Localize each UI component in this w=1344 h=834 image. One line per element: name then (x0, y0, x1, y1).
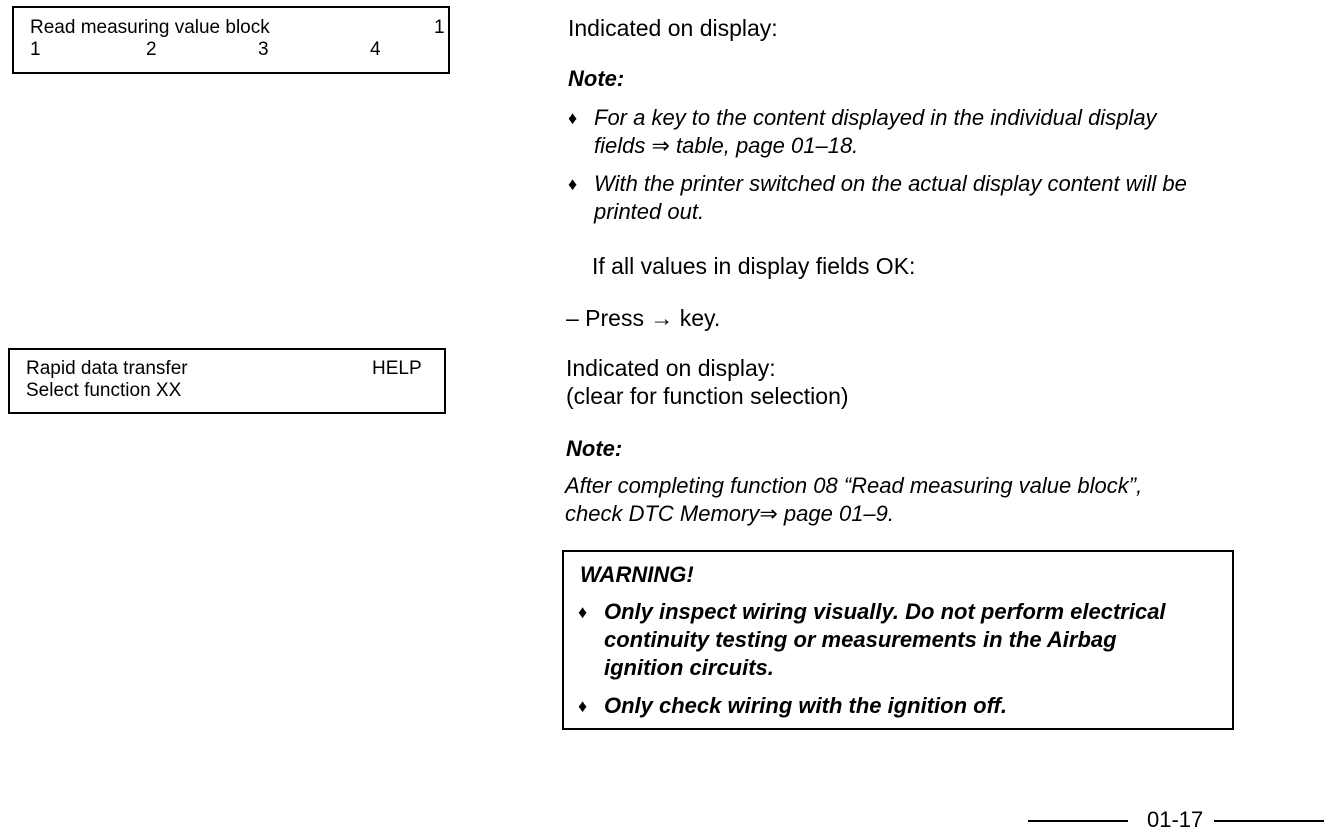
bullet-text-line: printed out. (594, 199, 705, 224)
press-key-step: – Press → key. (566, 305, 721, 331)
display-field-2: 2 (146, 39, 157, 60)
display-field-4: 4 (370, 39, 381, 60)
note-bullet-1 (568, 104, 1258, 160)
warning-title: WARNING! (580, 562, 694, 587)
display-title: Rapid data transfer (26, 358, 188, 379)
bullet-text-line: fields ⇒ table, page 01–18. (594, 133, 859, 158)
diamond-bullet-icon: ♦ (568, 174, 578, 194)
indicated-on-display-2: Indicated on display: (566, 355, 776, 381)
diamond-bullet-icon: ♦ (578, 696, 588, 716)
display-group-number: 1 (434, 17, 445, 38)
footer-rule-right (1214, 820, 1324, 822)
if-all-values-ok: If all values in display fields OK: (592, 253, 916, 279)
indicated-on-display-1: Indicated on display: (568, 15, 778, 41)
warning-text-line: ignition circuits. (604, 655, 774, 680)
note-text-line-1: After completing function 08 “Read measuring value block”, (565, 473, 1143, 498)
warning-box (562, 550, 1234, 730)
page-number: 01-17 (1147, 807, 1204, 832)
display-field-3: 3 (258, 39, 269, 60)
display-help: HELP (372, 358, 422, 379)
clear-for-function-selection: (clear for function selection) (566, 383, 849, 409)
note-title-1: Note: (568, 66, 625, 91)
warning-text-line: continuity testing or measurements in the Airbag (604, 627, 1117, 652)
diamond-bullet-icon: ♦ (578, 602, 588, 622)
display-rapid-data-transfer (8, 348, 446, 414)
display-select-function: Select function XX (26, 380, 182, 401)
warning-text-line: Only inspect wiring visually. Do not perform electrical (604, 599, 1166, 624)
note-bullet-2 (568, 170, 1258, 226)
footer-rule-left (1028, 820, 1128, 822)
warning-text-line: Only check wiring with the ignition off. (604, 693, 1007, 718)
warning-bullet-2 (578, 692, 1222, 720)
diamond-bullet-icon: ♦ (568, 108, 578, 128)
display-title: Read measuring value block (30, 17, 270, 38)
bullet-text-line: For a key to the content displayed in the individual display (594, 105, 1157, 130)
warning-bullet-1 (578, 598, 1222, 682)
display-line-1 (26, 358, 444, 380)
bullet-text-line: With the printer switched on the actual display content will be (594, 171, 1187, 196)
note-text-line-2: check DTC Memory⇒ page 01–9. (565, 501, 895, 526)
display-line-2 (26, 380, 444, 402)
display-field-1: 1 (30, 39, 41, 60)
display-line-2 (30, 39, 448, 61)
note-title-2: Note: (566, 436, 623, 461)
display-line-1 (30, 17, 448, 39)
display-read-measuring-value-block (12, 6, 450, 74)
